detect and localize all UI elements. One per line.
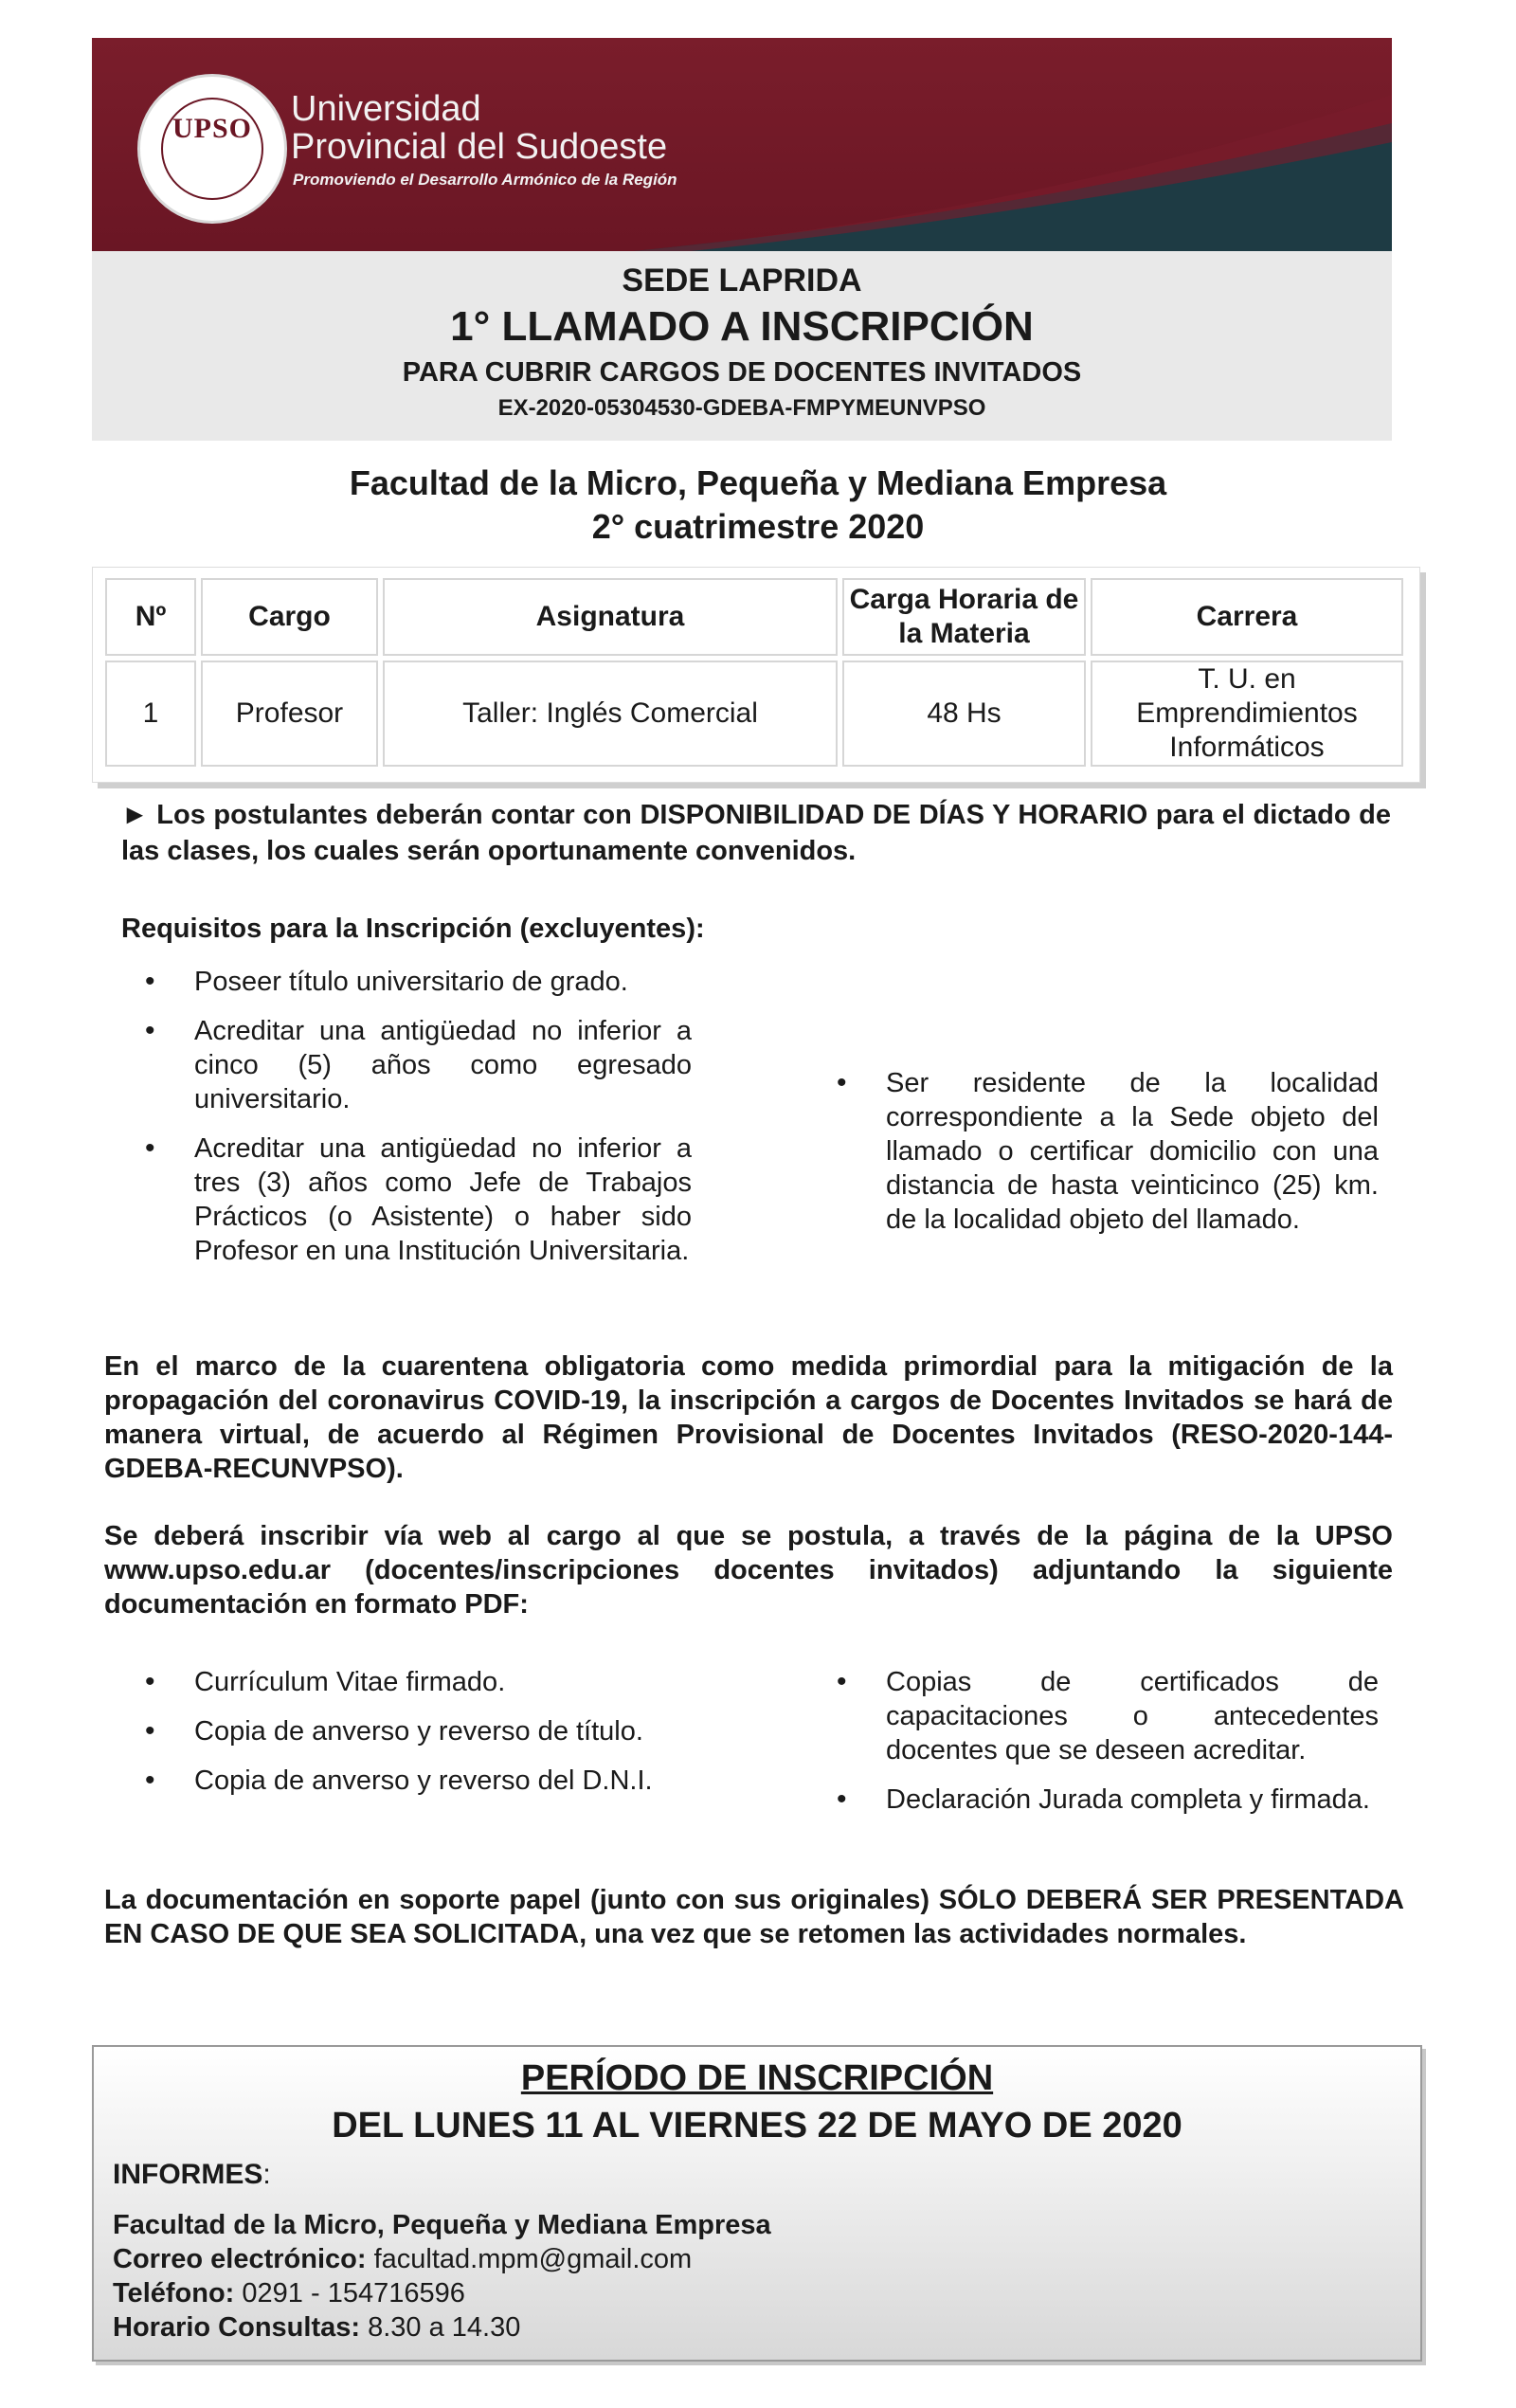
covid-paragraph: En el marco de la cuarentena obligatoria como medida primordial para la mitigación de la propagación del coronavirus COVID-19, la inscripción a cargos de Docentes Invitados se hará de manera virtual, de acuerdo al Régimen Provisional de Docentes Invitados (RESO-2020-144-GDEBA-RECUNVPSO). xyxy=(104,1351,1393,1484)
list-item: • Copia de anverso y reverso de título. xyxy=(118,1714,692,1748)
call-subtitle: PARA CUBRIR CARGOS DE DOCENTES INVITADOS xyxy=(402,357,1082,388)
cell-carga: 48 Hs xyxy=(842,661,1086,767)
expediente-number: EX-2020-05304530-GDEBA-FMPYMEUNVPSO xyxy=(497,395,986,421)
faculty-heading xyxy=(0,462,1516,549)
availability-notice: ► Los postulantes deberán contar con DISPONIBILIDAD DE DÍAS Y HORARIO para el dictado de las clases, los cuales serán oportunamente convenidos. xyxy=(121,800,1392,866)
contact-hours: Horario Consultas: 8.30 a 14.30 xyxy=(113,2312,521,2343)
web-registration-paragraph: Se deberá inscribir vía web al cargo al que se postula, a través de la página de la UPSO www.upso.edu.ar (docentes/inscripciones docentes invitados) adjuntando la siguiente documentación en formato PDF: xyxy=(104,1521,1393,1620)
registration-period-title: PERÍODO DE INSCRIPCIÓN xyxy=(520,2058,994,2098)
sede-title: SEDE LAPRIDA xyxy=(622,263,862,299)
registration-info-box xyxy=(92,2045,1422,2362)
table-header-row xyxy=(105,578,1403,656)
contact-faculty: Facultad de la Micro, Pequeña y Mediana Empresa xyxy=(113,2210,771,2240)
documents-list-left xyxy=(118,1665,692,1813)
contact-email: Correo electrónico: facultad.mpm@gmail.com xyxy=(113,2244,693,2274)
documents-list-right xyxy=(810,1665,1379,1832)
requirements-heading: Requisitos para la Inscripción (excluyentes): xyxy=(121,914,705,944)
col-header-carga: Carga Horaria de la Materia xyxy=(842,578,1086,656)
call-title: 1° LLAMADO A INSCRIPCIÓN xyxy=(450,303,1034,350)
requirements-list-right xyxy=(810,1066,1379,1252)
col-header-carrera: Carrera xyxy=(1091,578,1403,656)
list-item: • Copia de anverso y reverso del D.N.I. xyxy=(118,1764,692,1798)
title-block xyxy=(92,251,1392,441)
positions-table xyxy=(92,567,1420,783)
table-row xyxy=(105,661,1403,767)
university-seal-logo: UPSO xyxy=(137,74,287,224)
cell-asignatura: Taller: Inglés Comercial xyxy=(383,661,838,767)
col-header-num: Nº xyxy=(105,578,196,656)
col-header-cargo: Cargo xyxy=(201,578,378,656)
university-name: Universidad Provincial del Sudoeste xyxy=(291,89,668,167)
faculty-period: 2° cuatrimestre 2020 xyxy=(591,507,925,546)
faculty-name: Facultad de la Micro, Pequeña y Mediana Empresa xyxy=(349,463,1167,502)
contact-phone: Teléfono: 0291 - 154716596 xyxy=(113,2278,465,2308)
university-tagline: Promoviendo el Desarrollo Armónico de la Región xyxy=(293,171,677,189)
list-item: • Declaración Jurada completa y firmada. xyxy=(810,1783,1379,1817)
header-banner xyxy=(92,38,1392,251)
col-header-asignatura: Asignatura xyxy=(383,578,838,656)
email-link[interactable]: facultad.mpm@gmail.com xyxy=(373,2244,693,2274)
cell-cargo: Profesor xyxy=(201,661,378,767)
cell-num: 1 xyxy=(105,661,196,767)
cell-carrera: T. U. en Emprendimientos Informáticos xyxy=(1091,661,1403,767)
list-item: • Copias de certificados de capacitaciones o antecedentes docentes que se deseen acreditar. xyxy=(810,1665,1379,1767)
paper-documentation-paragraph: La documentación en soporte papel (junto con sus originales) SÓLO DEBERÁ SER PRESENTADA EN CASO DE QUE SEA SOLICITADA, una vez que se retomen las actividades normales. xyxy=(104,1885,1404,1949)
banner-wave-decoration xyxy=(634,38,1392,251)
list-item: • Poseer título universitario de grado. xyxy=(118,965,692,999)
list-item: • Acreditar una antigüedad no inferior a tres (3) años como Jefe de Trabajos Prácticos (o Asistente) o haber sido Profesor en una Institución Universitaria. xyxy=(118,1132,692,1268)
list-item: • Acreditar una antigüedad no inferior a cinco (5) años como egresado universitario. xyxy=(118,1014,692,1116)
requirements-list-left xyxy=(118,965,692,1283)
arrow-icon: ► xyxy=(121,800,149,830)
list-item: • Currículum Vitae firmado. xyxy=(118,1665,692,1699)
informes-label: INFORMES: xyxy=(113,2159,271,2190)
list-item: • Ser residente de la localidad correspondiente a la Sede objeto del llamado o certificar domicilio con una distancia de hasta veinticinco (25) km. de la localidad objeto del llamado. xyxy=(810,1066,1379,1237)
registration-dates: DEL LUNES 11 AL VIERNES 22 DE MAYO DE 2020 xyxy=(332,2106,1182,2145)
